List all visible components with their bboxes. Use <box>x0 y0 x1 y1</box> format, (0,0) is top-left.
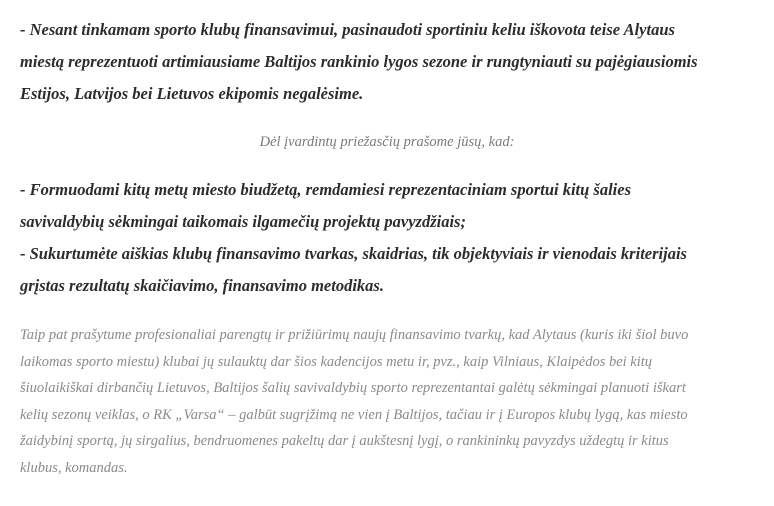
text-line: - Sukurtumėte aiškias klubų finansavimo tvarkas, skaidrias, tik objektyviais ir vienodais kriterijais <box>20 244 687 263</box>
text-line: žaidybinį sportą, jų sirgalius, bendruomenes pakeltų dar į aukštesnį lygį, o rankininkų pavyzdys uždegtų ir kitus <box>20 433 669 449</box>
text-line: grįstas rezultatų skaičiavimo, finansavimo metodikas. <box>20 276 384 295</box>
text-line: - Nesant tinkamam sporto klubų finansavimui, pasinaudoti sportiniu keliu iškovota teise Alytaus <box>20 20 675 39</box>
text-line: Taip pat prašytume profesionaliai parengtų ir prižiūrimų naujų finansavimo tvarkų, kad Alytaus (kuris iki šiol buvo <box>20 327 689 343</box>
request-budget <box>20 174 765 238</box>
closing-paragraph <box>20 322 765 481</box>
text-line: kelių sezonų veiklas, o RK „Varsa“ – galbūt sugrįžimą ne vien į Baltijos, tačiau ir į Europos klubų lygą, kas miesto <box>20 406 688 423</box>
text-line: šiuolaikiškai dirbančių Lietuvos, Baltijos šalių savivaldybių sporto reprezentantai galėtų sėkmingai planuoti iškart <box>20 380 686 396</box>
text-line: savivaldybių sėkmingai taikomais ilgamečių projektų pavyzdžiais; <box>20 212 466 231</box>
text-line: laikomas sporto miestu) klubai jų sulauktų dar šios kadencijos metu ir, pvz., kaip Vilniaus, Klaipėdos bei kitų <box>20 353 653 370</box>
request-funding-rules <box>20 238 765 302</box>
paragraph-funding-consequence <box>20 14 765 110</box>
text-line: Estijos, Latvijos bei Lietuvos ekipomis negalėsime. <box>20 84 364 103</box>
text-line: miestą reprezentuoti artimiausiame Baltijos rankinio lygos sezone ir rungtyniauti su pajėgiausiomis <box>20 52 698 71</box>
text-line: - Formuodami kitų metų miesto biudžetą, remdamiesi reprezentaciniam sportui kitų šalies <box>20 180 632 199</box>
text-line: klubus, komandas. <box>20 459 128 476</box>
intro-line: Dėl įvardintų priežasčių prašome jūsų, kad: <box>259 134 515 150</box>
